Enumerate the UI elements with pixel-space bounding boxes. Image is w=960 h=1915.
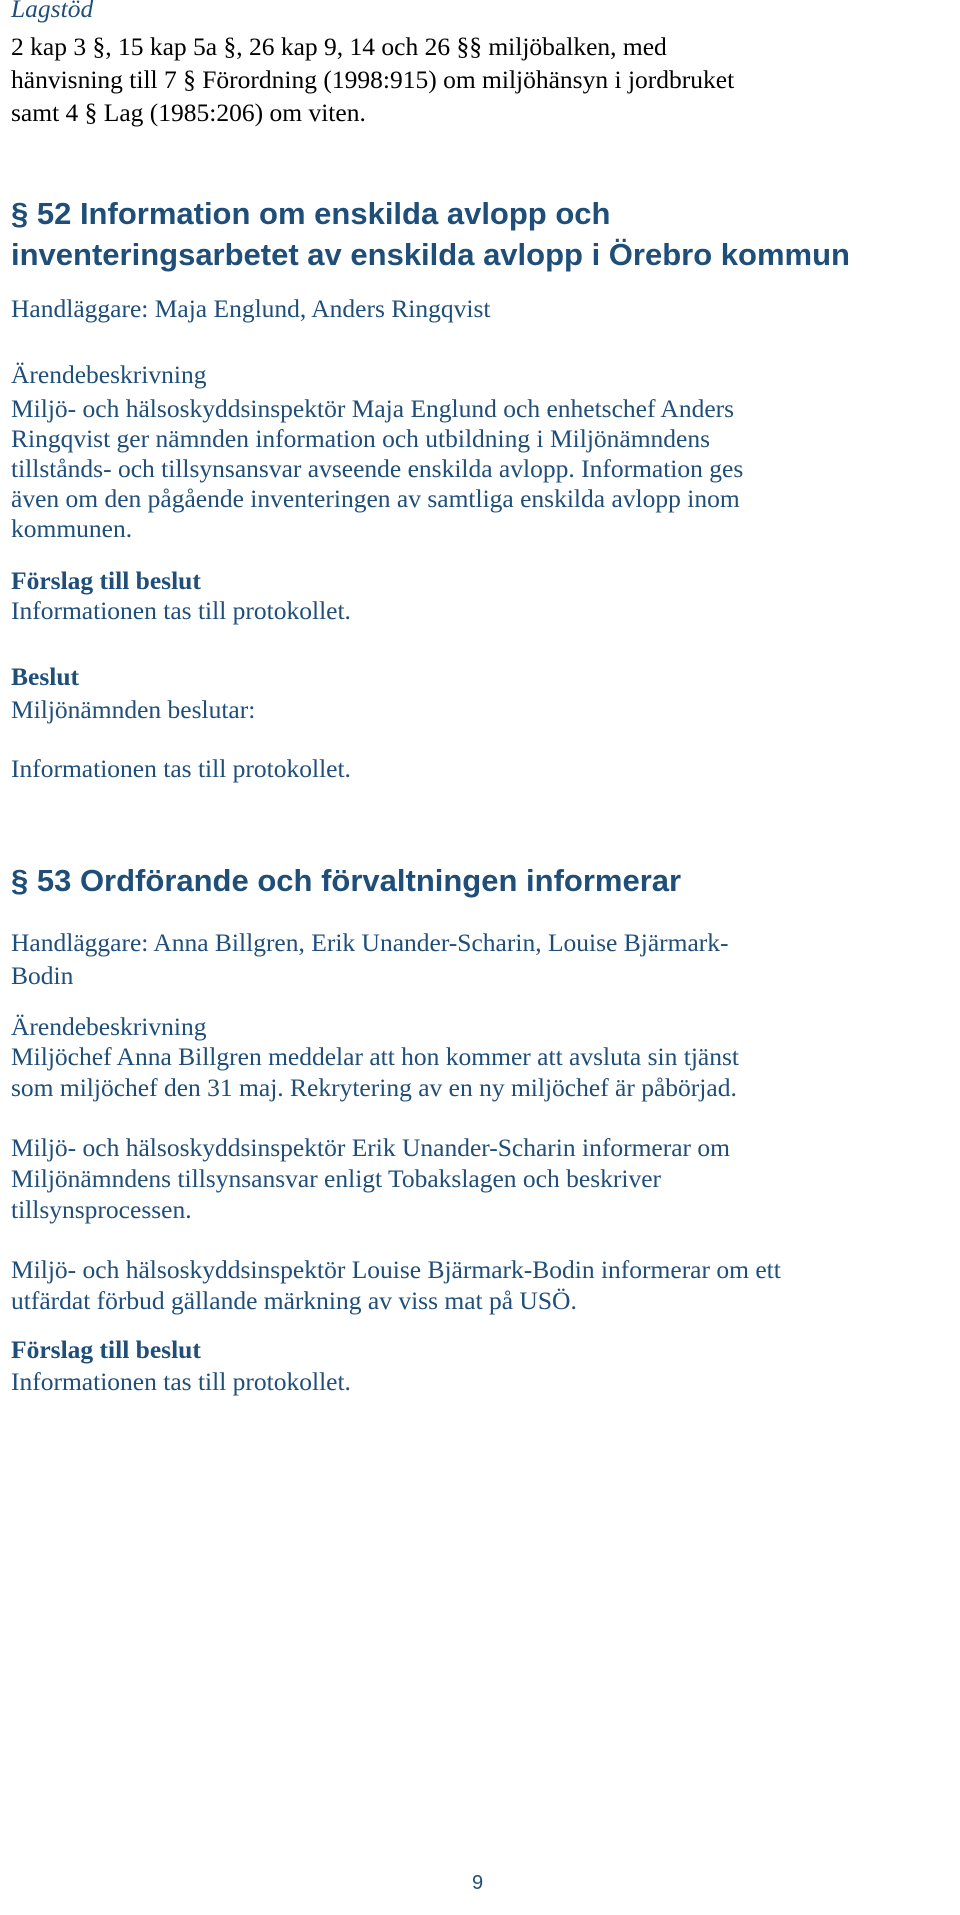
item-53-forslag-text: Informationen tas till protokollet. [11,1367,351,1396]
lagstod-line-3: samt 4 § Lag (1985:206) om viten. [11,98,366,127]
item-52-arende-line-5: kommunen. [11,514,133,543]
lagstod-line-1: 2 kap 3 §, 15 kap 5a §, 26 kap 9, 14 och 26 §§ miljöbalken, med [11,32,667,61]
item-53-para2-line-2: Miljönämndens tillsynsansvar enligt Tobakslagen och beskriver [11,1164,662,1193]
item-53-para3-line-2: utfärdat förbud gällande märkning av viss mat på USÖ. [11,1286,577,1315]
item-52-arende-line-3: tillstånds- och tillsynsansvar avseende enskilda avlopp. Information ges [11,454,744,483]
item-52-beslut-text: Informationen tas till protokollet. [11,754,351,783]
item-53-arende-heading: Ärendebeskrivning [11,1012,207,1041]
page-number: 9 [472,1872,484,1894]
item-53-para1-line-1: Miljöchef Anna Billgren meddelar att hon kommer att avsluta sin tjänst [11,1042,740,1071]
item-53-para3-line-1: Miljö- och hälsoskyddsinspektör Louise Bjärmark-Bodin informerar om ett [11,1255,781,1284]
item-53-para1-line-2: som miljöchef den 31 maj. Rekrytering av en ny miljöchef är påbörjad. [11,1073,737,1102]
item-52-forslag-heading: Förslag till beslut [11,566,201,595]
item-53-para2-line-3: tillsynsprocessen. [11,1195,192,1224]
item-52-beslut-heading: Beslut [11,662,80,691]
item-52-heading-line-1: § 52 Information om enskilda avlopp och [11,196,611,231]
item-52-arende-line-4: även om den pågående inventeringen av samtliga enskilda avlopp inom [11,484,740,513]
lagstod-heading: Lagstöd [11,0,94,23]
item-52-arende-line-2: Ringqvist ger nämnden information och utbildning i Miljönämndens [11,424,711,453]
item-52-arende-heading: Ärendebeskrivning [11,360,207,389]
item-52-handlaggare: Handläggare: Maja Englund, Anders Ringqvist [11,294,491,323]
lagstod-line-2: hänvisning till 7 § Förordning (1998:915) om miljöhänsyn i jordbruket [11,65,735,94]
item-52-forslag-text: Informationen tas till protokollet. [11,596,351,625]
item-52-arende-line-1: Miljö- och hälsoskyddsinspektör Maja Englund och enhetschef Anders [11,394,735,423]
item-53-para2-line-1: Miljö- och hälsoskyddsinspektör Erik Unander-Scharin informerar om [11,1133,730,1162]
item-52-heading-line-2: inventeringsarbetet av enskilda avlopp i Örebro kommun [11,237,850,272]
item-53-handlaggare-line-1: Handläggare: Anna Billgren, Erik Unander-Scharin, Louise Bjärmark- [11,928,729,957]
item-53-heading: § 53 Ordförande och förvaltningen informerar [11,863,682,898]
item-53-handlaggare-line-2: Bodin [11,961,74,990]
item-53-forslag-heading: Förslag till beslut [11,1335,201,1364]
item-52-beslut-intro: Miljönämnden beslutar: [11,695,256,724]
